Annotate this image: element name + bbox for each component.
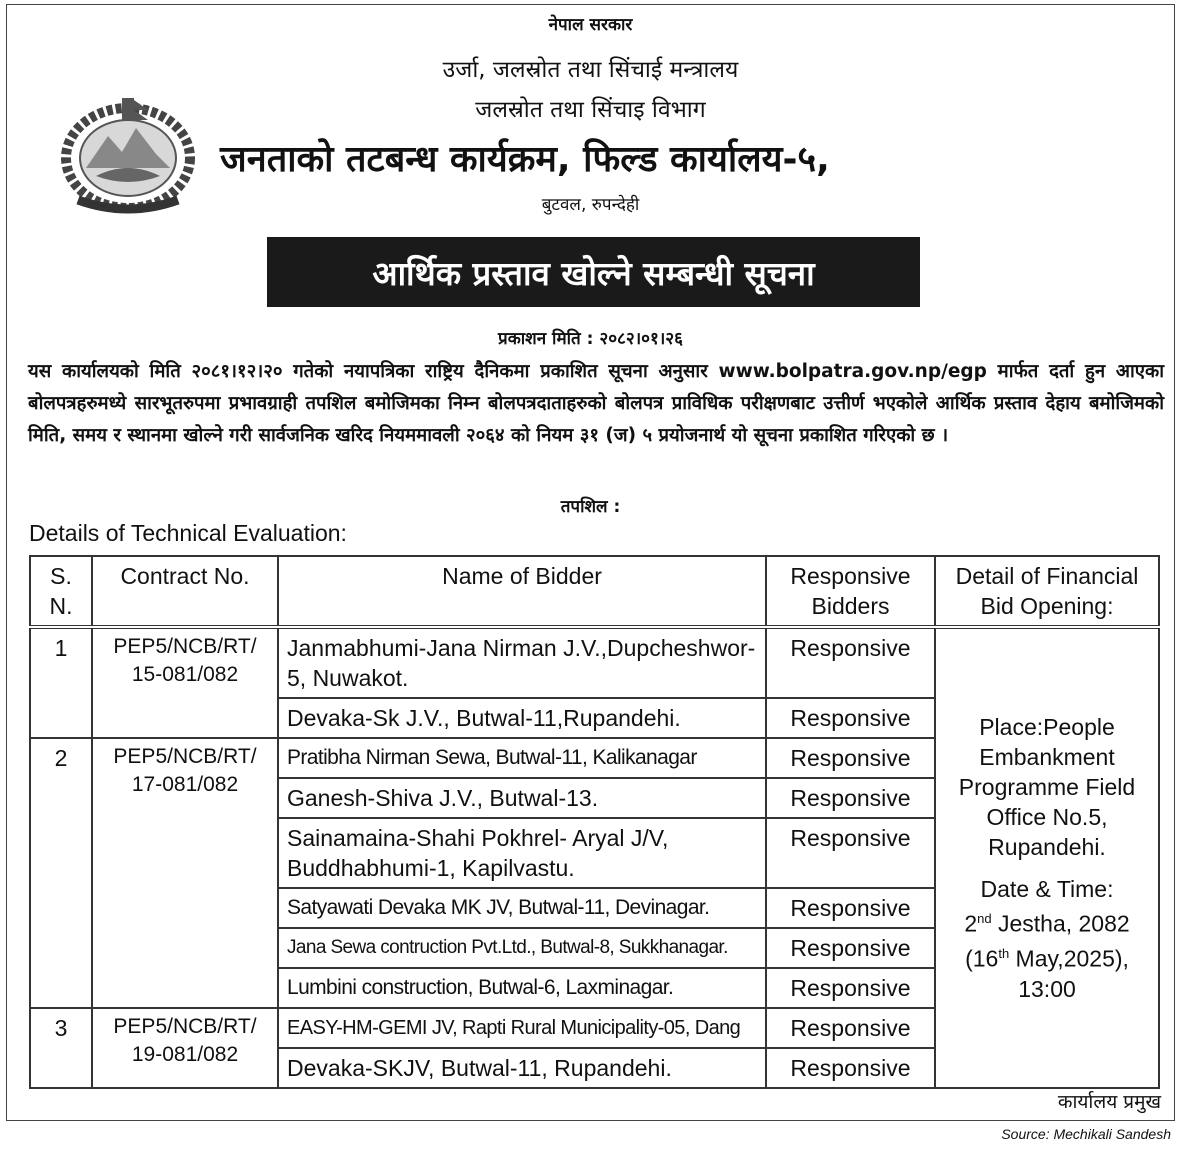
row-contract: PEP5/NCB/RT/ 19-081/082	[92, 1008, 278, 1088]
financial-day: 2	[964, 911, 978, 937]
notice-title: आर्थिक प्रस्ताव खोल्ने सम्बन्धी सूचना	[267, 237, 920, 307]
bidder-name: Sainamaina-Shahi Pokhrel- Aryal J/V, Buddhabhumi-1, Kapilvastu.	[278, 818, 766, 888]
bidder-name: Pratibha Nirman Sewa, Butwal-11, Kalikanagar	[278, 738, 766, 778]
financial-time: 13:00	[1018, 975, 1076, 1002]
table-row	[30, 627, 1159, 698]
bidder-status: Responsive	[766, 698, 935, 738]
financial-english-post: May,2025),	[1009, 945, 1129, 972]
bidder-name: Jana Sewa contruction Pvt.Ltd., Butwal-8, Sukkhanagar.	[278, 928, 766, 968]
financial-date-label: Date & Time:	[980, 876, 1114, 903]
row-sn: 2	[30, 738, 92, 1008]
row-contract: PEP5/NCB/RT/ 17-081/082	[92, 738, 278, 1008]
header-bidder: Name of Bidder	[278, 556, 766, 627]
source-credit: Source: Mechikali Sandesh	[1001, 1126, 1171, 1142]
government-name: नेपाल सरकार	[548, 15, 633, 35]
bidder-name: Lumbini construction, Butwal-6, Laxminagar.	[278, 968, 766, 1008]
bidder-name: Ganesh-Shiva J.V., Butwal-13.	[278, 778, 766, 818]
header-sn: S. N.	[30, 556, 92, 627]
financial-details	[935, 627, 1159, 1088]
financial-english-pre: (16	[965, 945, 999, 972]
financial-day-suffix: nd	[977, 911, 992, 927]
bidder-status: Responsive	[766, 888, 935, 928]
bidder-status: Responsive	[766, 968, 935, 1008]
header-financial: Detail of Financial Bid Opening:	[935, 556, 1159, 627]
financial-english-suffix: th	[998, 946, 1010, 961]
bidder-name: Satyawati Devaka MK JV, Butwal-11, Devinagar.	[278, 888, 766, 928]
header-responsive: Responsive Bidders	[766, 556, 935, 627]
tapasil-label: तपशिल :	[560, 497, 621, 517]
financial-month-year: Jestha, 2082	[991, 911, 1130, 937]
table-header-row	[30, 556, 1159, 627]
bidder-status: Responsive	[766, 738, 935, 778]
office-name: जनताको तटबन्ध कार्यक्रम, फिल्ड कार्यालय-५,	[220, 139, 830, 180]
office-address: बुटवल, रुपन्देही	[541, 195, 640, 215]
signature-office-chief: कार्यालय प्रमुख	[1057, 1091, 1161, 1113]
header-contract: Contract No.	[92, 556, 278, 627]
row-sn: 1	[30, 627, 92, 738]
notice-body: यस कार्यालयको मिति २०८१।१२।२० गतेको नयापत्रिका राष्ट्रिय दैनिकमा प्रकाशित सूचना अनुसार www.bolpatra.gov.np/egp मार्फत दर्ता हुन आएका बोलपत्रहरुमध्ये सारभूतरुपमा प्रभावग्राही तपशिल बमोजिमका निम्न बोलपत्रदाताहरुको बोलपत्र प्राविधिक परीक्षणबाट उत्तीर्ण भएकोले आर्थिक प्रस्ताव देहाय बमोजिमको मिति, समय र स्थानमा खोल्ने गरी सार्वजनिक खरिद नियममावली २०६४ को नियम ३१ (ज) ५ प्रयोजनार्थ यो सूचना प्रकाशित गरिएको छ ।	[28, 361, 1164, 446]
bidder-status: Responsive	[766, 778, 935, 818]
evaluation-table	[29, 555, 1160, 1089]
bidder-status: Responsive	[766, 1048, 935, 1088]
department-name: जलस्रोत तथा सिंचाइ विभाग	[475, 97, 706, 123]
bidder-name: Devaka-SKJV, Butwal-11, Rupandehi.	[278, 1048, 766, 1088]
bidder-status: Responsive	[766, 627, 935, 698]
details-label: Details of Technical Evaluation:	[29, 520, 347, 546]
bidder-status: Responsive	[766, 1008, 935, 1048]
bidder-name: EASY-HM-GEMI JV, Rapti Rural Municipality-05, Dang	[278, 1008, 766, 1048]
ministry-name: उर्जा, जलस्रोत तथा सिंचाई मन्त्रालय	[442, 57, 739, 83]
financial-place: Place:People Embankment Programme Field Office No.5, Rupandehi.	[958, 714, 1136, 861]
bidder-status: Responsive	[766, 818, 935, 888]
bidder-status: Responsive	[766, 928, 935, 968]
row-sn: 3	[30, 1008, 92, 1088]
row-contract: PEP5/NCB/RT/ 15-081/082	[92, 627, 278, 738]
bidder-name: Devaka-Sk J.V., Butwal-11,Rupandehi.	[278, 698, 766, 738]
publication-date: प्रकाशन मिति : २०८२।०१।२६	[498, 329, 683, 349]
bidder-name: Janmabhumi-Jana Nirman J.V.,Dupcheshwor-5, Nuwakot.	[278, 627, 766, 698]
